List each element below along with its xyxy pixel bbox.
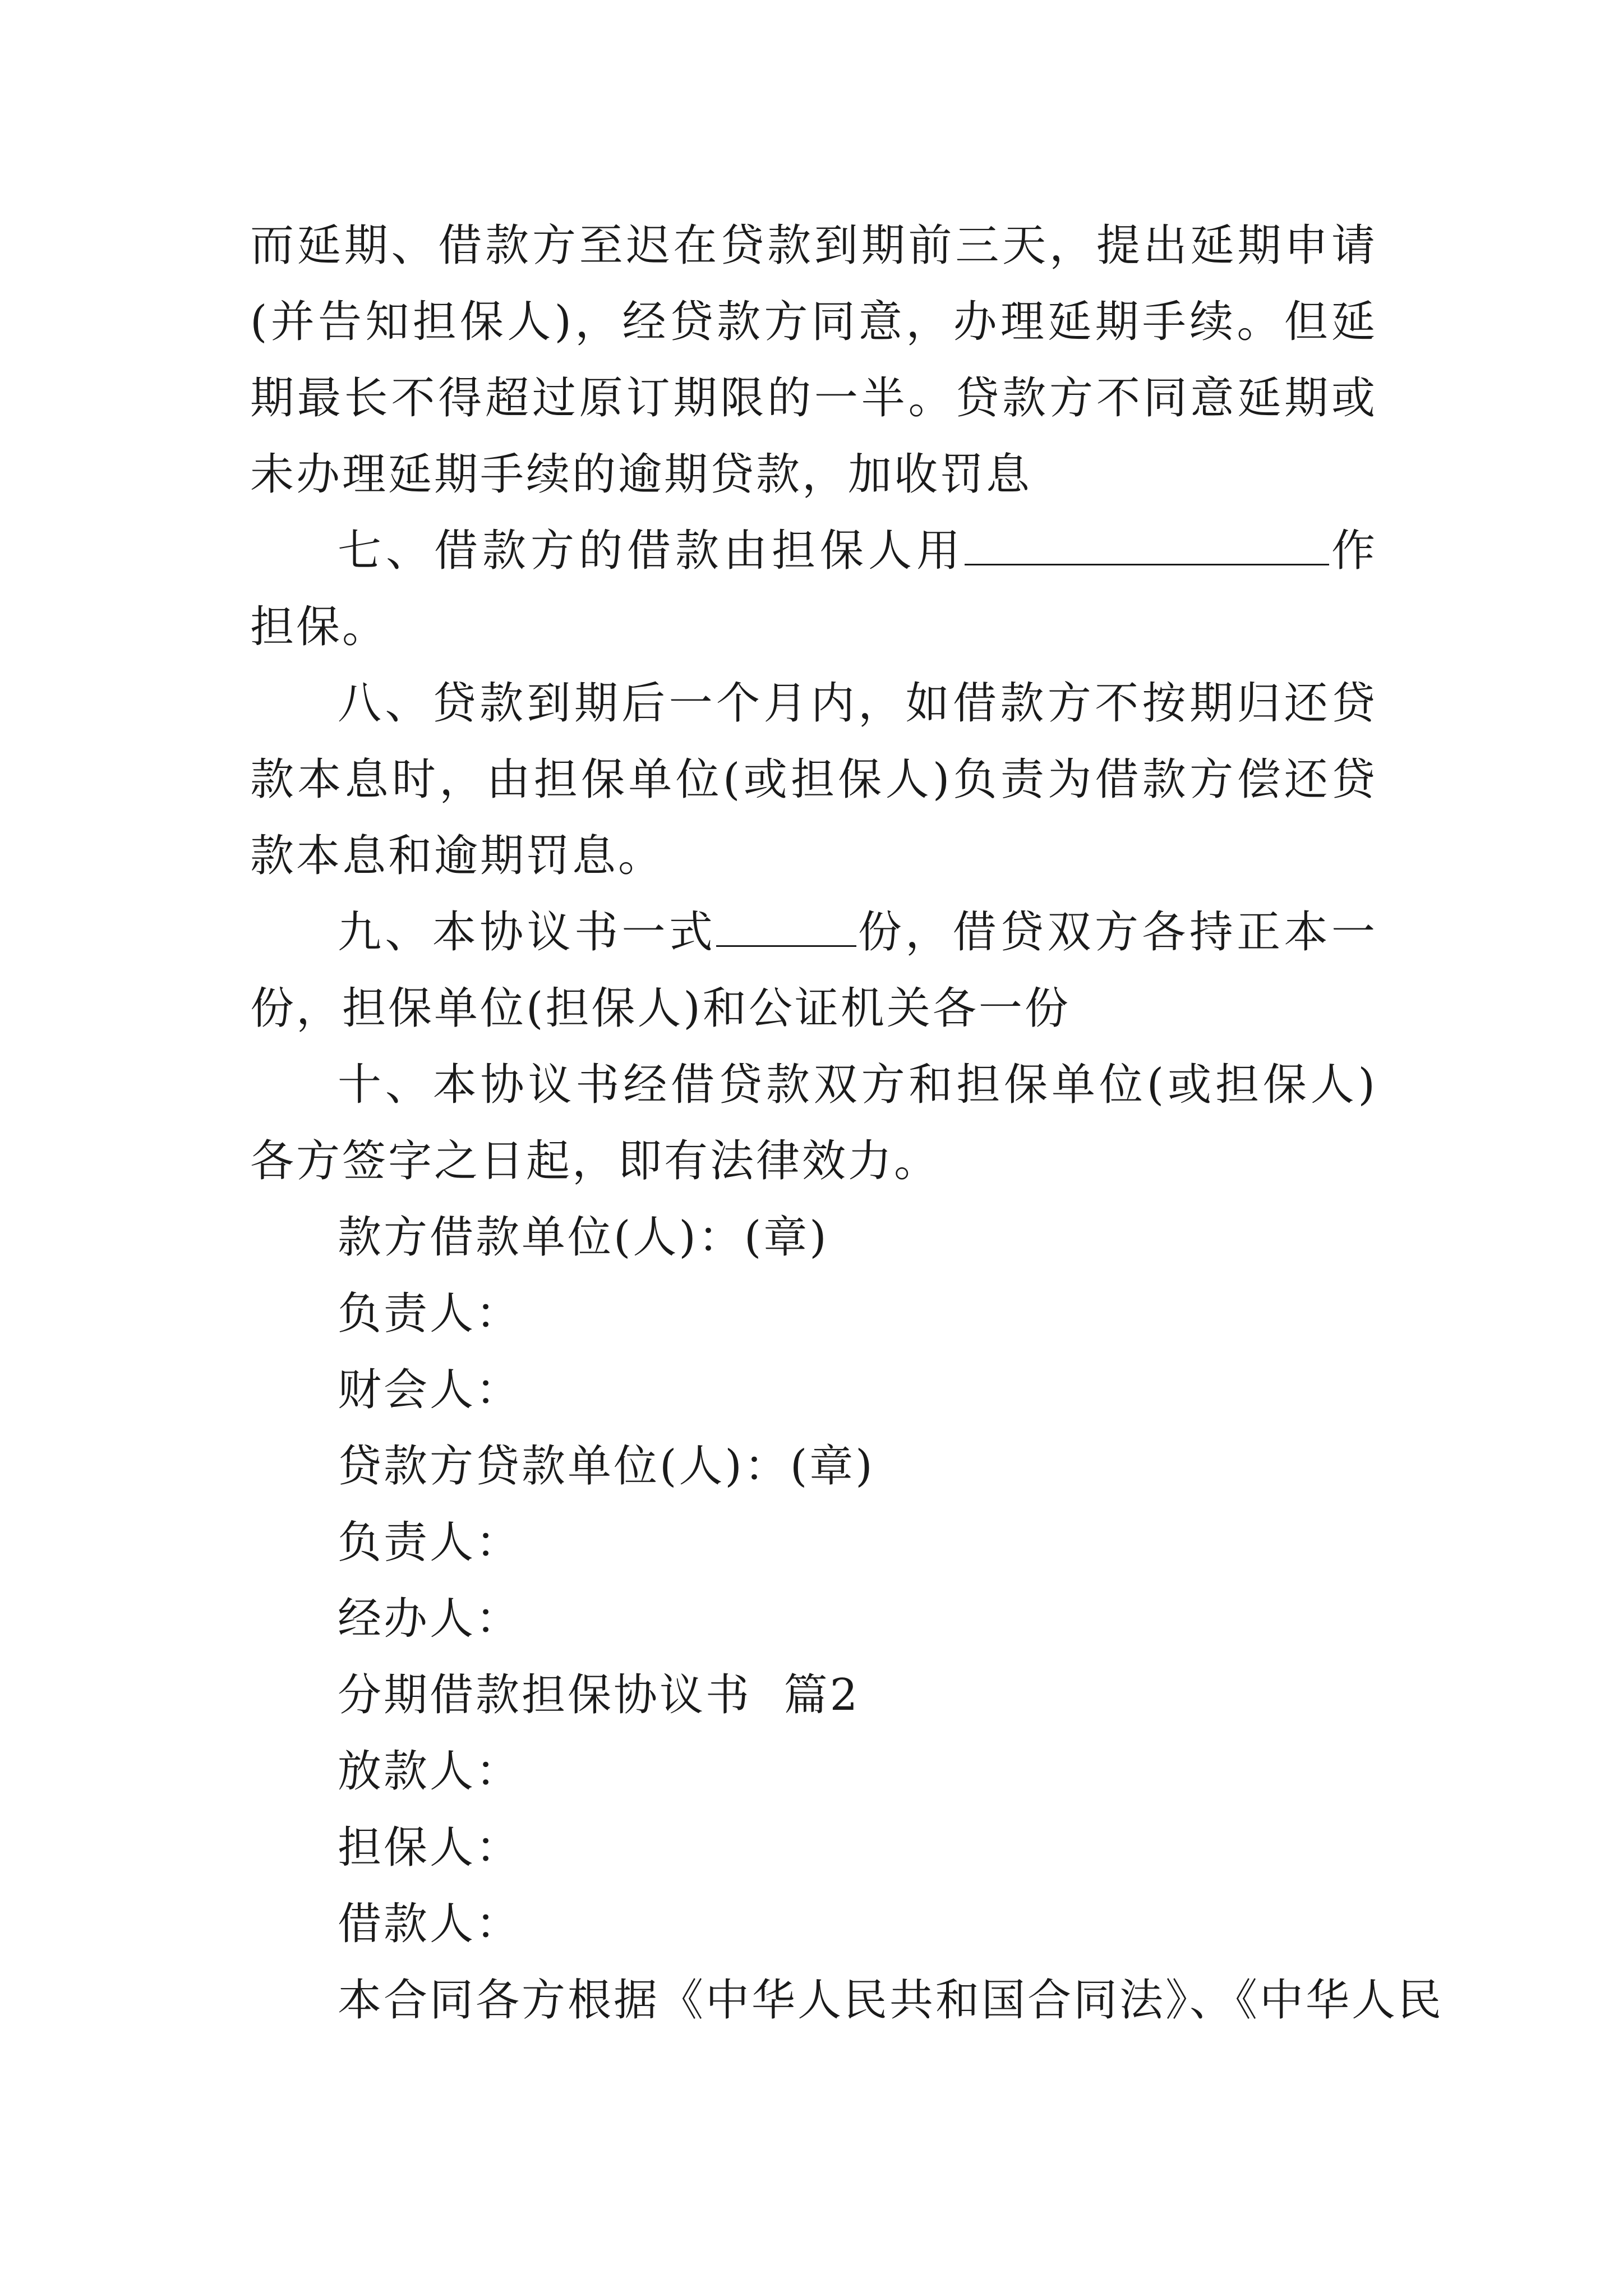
party-borrower: 借款人： [338, 1899, 522, 1949]
section-2-title: 分期借款担保协议书 篇2 [338, 1670, 860, 1720]
clause-7-text: 七、借款方的借款由担保人用 [338, 526, 965, 576]
clause-10: 十、本协议书经借贷款双方和担保单位(或担保人)各方签字之日起，即有法律效力。 [250, 1060, 1377, 1186]
signature-lender-head: 负责人： [338, 1517, 522, 1568]
paragraph-continuation: 而延期、借款方至迟在贷款到期前三天，提出延期申请(并告知担保人)，经贷款方同意，办理延期手续。但延期最长不得超过原订期限的一半。贷款方不同意延期或未办理延期手续的逾期贷款，加收罚息 [250, 220, 1377, 500]
signature-lender-handler: 经办人： [338, 1594, 522, 1644]
party-lender: 放款人： [338, 1746, 522, 1797]
document-body [250, 208, 1444, 2039]
clause-7-tail: 作担保。 [250, 526, 1377, 652]
section-2-intro: 本合同各方根据《中华人民共和国合同法》、《中华人民 [338, 1975, 1444, 2026]
signature-lender-unit: 贷款方贷款单位(人)：(章) [338, 1441, 875, 1492]
fill-in-blank-copies[interactable] [716, 906, 856, 947]
fill-in-blank-collateral[interactable] [965, 524, 1329, 565]
clause-9-text: 九、本协议书一式 [338, 907, 717, 958]
clause-9-tail: 份，借贷双方各持正本一份，担保单位(担保人)和公证机关各一份 [250, 907, 1377, 1034]
clause-7 [250, 513, 1377, 665]
signature-borrower-head: 负责人： [338, 1289, 522, 1339]
party-guarantor: 担保人： [338, 1823, 522, 1873]
clause-8: 八、贷款到期后一个月内，如借款方不按期归还贷款本息时，由担保单位(或担保人)负责为借款方偿还贷款本息和逾期罚息。 [250, 678, 1377, 881]
signature-borrower-accountant: 财会人： [338, 1365, 522, 1415]
clause-9 [250, 894, 1377, 1047]
signature-borrower-unit: 款方借款单位(人)：(章) [338, 1212, 829, 1263]
